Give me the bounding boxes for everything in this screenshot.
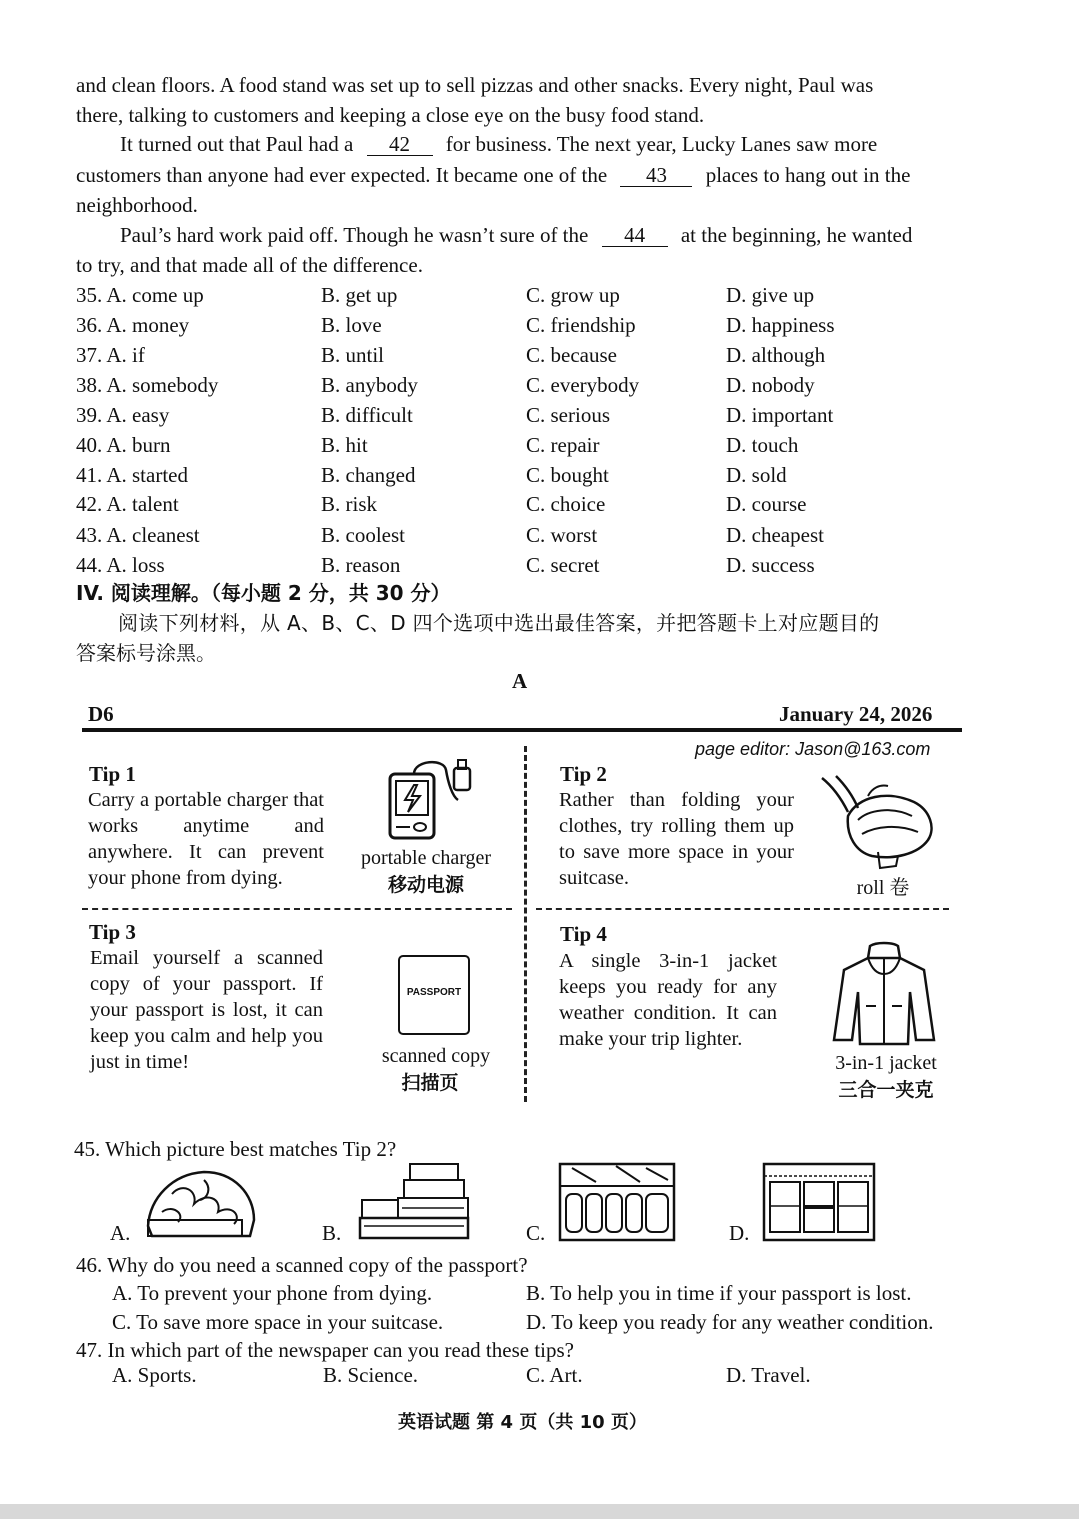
section-heading: IV. 阅读理解。（每小题 2 分，共 30 分） <box>76 581 451 605</box>
tip-2-title: Tip 2 <box>560 762 607 786</box>
vertical-divider <box>524 746 527 1102</box>
option-c: C. worst <box>526 523 598 547</box>
option-d: D. nobody <box>726 373 815 397</box>
q46-option-a: A. To prevent your phone from dying. <box>112 1281 433 1305</box>
jacket-caption-cn: 三合一夹克 <box>838 1079 934 1101</box>
folded-stack-picture <box>354 1160 474 1242</box>
charger-caption-cn: 移动电源 <box>387 874 464 896</box>
q45-label-c: C. <box>526 1221 546 1245</box>
rolling-clothes-icon <box>818 772 940 872</box>
option-c: C. grow up <box>526 283 620 307</box>
option-a: 39. A. easy <box>76 403 170 427</box>
option-d: D. give up <box>726 283 815 307</box>
option-d: D. although <box>726 343 826 367</box>
portable-charger-icon <box>384 756 480 844</box>
passage-text: Paul’s hard work paid off. Though he wasn’t sure of the <box>120 223 589 247</box>
option-c: C. secret <box>526 553 600 577</box>
q46-option-d: D. To keep you ready for any weather condition. <box>526 1310 934 1334</box>
option-c: C. repair <box>526 433 600 457</box>
option-a: 41. A. started <box>76 463 188 487</box>
option-c: C. serious <box>526 403 610 427</box>
option-d: D. success <box>726 553 815 577</box>
option-b: B. reason <box>321 553 401 577</box>
passage-text: at the beginning, he wanted <box>680 223 913 247</box>
option-a: 40. A. burn <box>76 433 171 457</box>
folded-clothes-suitcase-picture <box>760 1160 878 1244</box>
charger-caption: portable charger <box>360 847 492 869</box>
tip-1-title: Tip 1 <box>89 762 136 786</box>
q47-option-a: A. Sports. <box>112 1363 197 1387</box>
option-c: C. friendship <box>526 313 636 337</box>
option-a: 38. A. somebody <box>76 373 219 397</box>
passage-text: places to hang out in the <box>705 163 911 187</box>
question-46: 46. Why do you need a scanned copy of the passport? <box>76 1253 528 1277</box>
scanned-copy-caption: scanned copy <box>381 1045 491 1067</box>
option-d: D. touch <box>726 433 799 457</box>
bottom-bar <box>0 1504 1079 1519</box>
passage-text: It turned out that Paul had a <box>120 132 354 156</box>
header-rule <box>82 728 962 732</box>
q47-option-d: D. Travel. <box>726 1363 811 1387</box>
option-c: C. bought <box>526 463 609 487</box>
option-c: C. everybody <box>526 373 640 397</box>
option-a: 36. A. money <box>76 313 190 337</box>
option-b: B. risk <box>321 492 378 516</box>
option-b: B. love <box>321 313 382 337</box>
roll-caption: roll 卷 <box>856 877 910 899</box>
rolled-clothes-suitcase-picture <box>556 1160 678 1244</box>
q46-option-c: C. To save more space in your suitcase. <box>112 1310 444 1334</box>
horizontal-divider <box>82 908 512 910</box>
option-a: 35. A. come up <box>76 283 204 307</box>
passage-letter: A <box>512 669 528 693</box>
q47-option-b: B. Science. <box>323 1363 419 1387</box>
option-d: D. important <box>726 403 834 427</box>
option-a: 43. A. cleanest <box>76 523 200 547</box>
blank-42: 42 <box>367 133 433 156</box>
section-instruction: 答案标号涂黑。 <box>76 641 216 665</box>
passport-icon <box>398 955 470 1035</box>
newspaper-date: January 24, 2026 <box>779 702 933 726</box>
option-d: D. course <box>726 492 807 516</box>
option-b: B. hit <box>321 433 368 457</box>
q45-label-d: D. <box>729 1221 750 1245</box>
section-instruction: 阅读下列材料，从 A、B、C、D 四个选项中选出最佳答案，并把答题卡上对应题目的 <box>118 611 880 635</box>
q45-label-a: A. <box>110 1221 131 1245</box>
passage-line: to try, and that made all of the difference. <box>76 253 423 277</box>
q45-label-b: B. <box>322 1221 342 1245</box>
scanned-copy-caption-cn: 扫描页 <box>401 1072 459 1094</box>
passage-line: there, talking to customers and keeping a close eye on the busy food stand. <box>76 103 705 127</box>
passage-line <box>120 131 877 157</box>
option-a: 37. A. if <box>76 343 145 367</box>
option-d: D. cheapest <box>726 523 824 547</box>
passage-line: and clean floors. A food stand was set up to sell pizzas and other snacks. Every night, Paul was <box>76 73 874 97</box>
jacket-icon <box>830 940 938 1048</box>
option-b: B. coolest <box>321 523 405 547</box>
messy-bag-picture <box>142 1164 260 1242</box>
jacket-caption: 3-in-1 jacket <box>835 1052 937 1074</box>
option-b: B. get up <box>321 283 398 307</box>
page-footer: 英语试题 第 4 页（共 10 页） <box>398 1412 647 1433</box>
option-b: B. anybody <box>321 373 418 397</box>
passage-line: neighborhood. <box>76 193 198 217</box>
question-45: 45. Which picture best matches Tip 2? <box>74 1137 397 1161</box>
blank-44: 44 <box>602 224 668 247</box>
passage-text: for business. The next year, Lucky Lanes saw more <box>445 132 878 156</box>
blank-43: 43 <box>620 164 692 187</box>
q46-option-b: B. To help you in time if your passport is lost. <box>526 1281 912 1305</box>
tip-2-body: Rather than folding your clothes, try rolling them up to save more space in your suitcase. <box>559 789 794 889</box>
page-editor: page editor: Jason@163.com <box>695 739 931 759</box>
option-a: 44. A. loss <box>76 553 165 577</box>
q47-option-c: C. Art. <box>526 1363 583 1387</box>
passport-label: PASSPORT <box>406 987 462 998</box>
option-d: D. happiness <box>726 313 835 337</box>
passage-text: customers than anyone had ever expected. It became one of the <box>76 163 608 187</box>
tip-4-title: Tip 4 <box>560 922 607 946</box>
option-c: C. because <box>526 343 617 367</box>
option-b: B. changed <box>321 463 416 487</box>
tip-1-body: Carry a portable charger that works anytime and anywhere. It can prevent your phone from dying. <box>88 789 324 889</box>
option-b: B. difficult <box>321 403 413 427</box>
tip-3-body: Email yourself a scanned copy of your passport. If your passport is lost, it can keep you calm and help you just in time! <box>90 947 323 1073</box>
tip-4-body: A single 3-in-1 jacket keeps you ready for any weather condition. It can make your trip lighter. <box>559 950 777 1050</box>
newspaper-page: D6 <box>88 702 114 726</box>
passage-line <box>120 222 912 248</box>
horizontal-divider <box>536 908 949 910</box>
tip-3-title: Tip 3 <box>89 920 136 944</box>
option-b: B. until <box>321 343 385 367</box>
option-c: C. choice <box>526 492 606 516</box>
option-d: D. sold <box>726 463 787 487</box>
option-a: 42. A. talent <box>76 492 179 516</box>
question-47: 47. In which part of the newspaper can you read these tips? <box>76 1338 574 1362</box>
passage-line <box>76 162 910 188</box>
